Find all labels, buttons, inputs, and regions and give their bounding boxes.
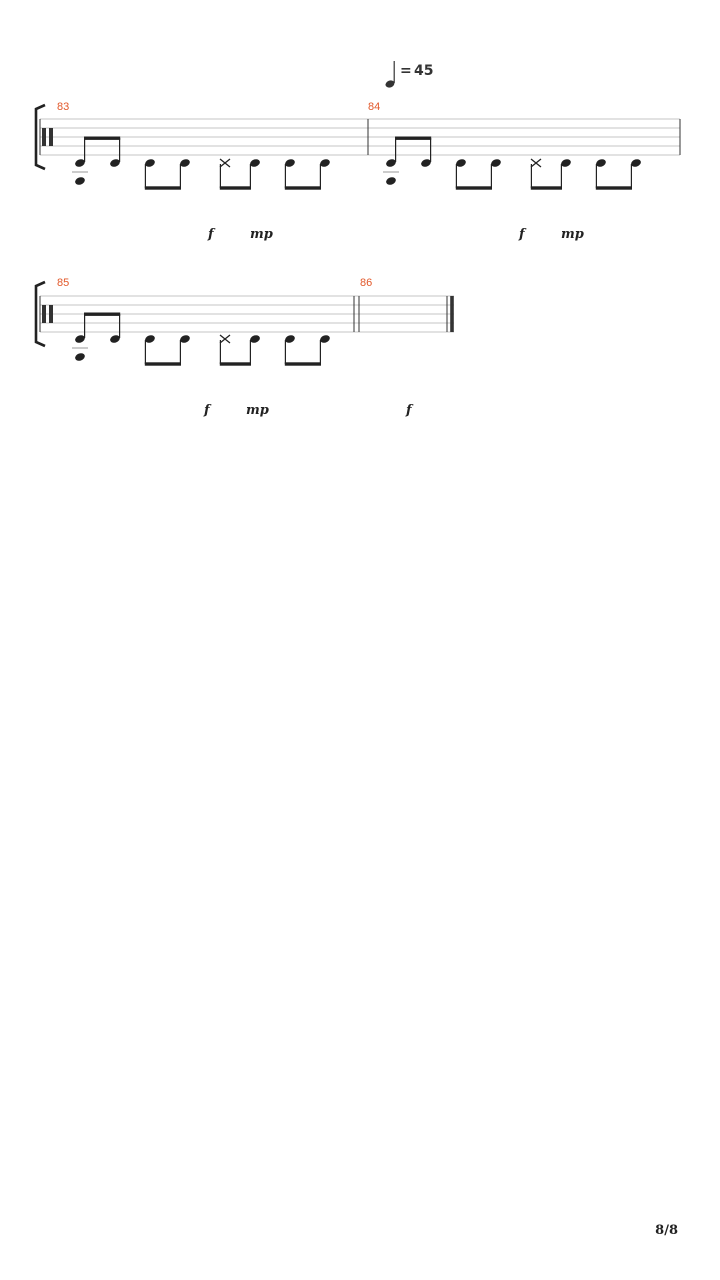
x-notehead bbox=[220, 159, 230, 167]
x-notehead bbox=[531, 159, 541, 167]
note-beam bbox=[84, 137, 120, 140]
percussion-clef-icon bbox=[42, 128, 46, 146]
note-beam bbox=[145, 362, 181, 365]
measure-number-85: 85 bbox=[57, 277, 70, 289]
percussion-clef-icon bbox=[49, 128, 53, 146]
percussion-clef-icon bbox=[42, 305, 46, 323]
note-beam bbox=[220, 362, 251, 365]
measure-number-84: 84 bbox=[368, 101, 381, 113]
dynamic-mark: mp bbox=[561, 227, 584, 242]
note-beam bbox=[531, 186, 562, 189]
note-beam bbox=[596, 186, 632, 189]
dynamic-mark: f bbox=[208, 227, 214, 242]
measure-number-86: 86 bbox=[360, 277, 373, 289]
note-beam bbox=[285, 186, 321, 189]
tempo-equals: = bbox=[400, 63, 412, 79]
notehead bbox=[385, 176, 397, 186]
quarter-note-icon bbox=[385, 61, 396, 89]
measure-number-83: 83 bbox=[57, 101, 70, 113]
dynamic-mark: f bbox=[519, 227, 525, 242]
dynamic-mark: mp bbox=[250, 227, 273, 242]
note-beam bbox=[285, 362, 321, 365]
dynamic-mark: f bbox=[406, 403, 412, 418]
note-beam bbox=[220, 186, 251, 189]
dynamic-mark: mp bbox=[246, 403, 269, 418]
tempo-value: 45 bbox=[414, 63, 434, 79]
dynamic-mark: f bbox=[204, 403, 210, 418]
tempo-marking bbox=[385, 61, 434, 89]
notehead bbox=[74, 176, 86, 186]
note-beam bbox=[395, 137, 431, 140]
x-notehead bbox=[220, 335, 230, 343]
page-number: 8/8 bbox=[655, 1223, 678, 1238]
note-beam bbox=[145, 186, 181, 189]
notehead bbox=[74, 352, 86, 362]
note-beam bbox=[84, 313, 120, 316]
note-beam bbox=[456, 186, 492, 189]
percussion-clef-icon bbox=[49, 305, 53, 323]
